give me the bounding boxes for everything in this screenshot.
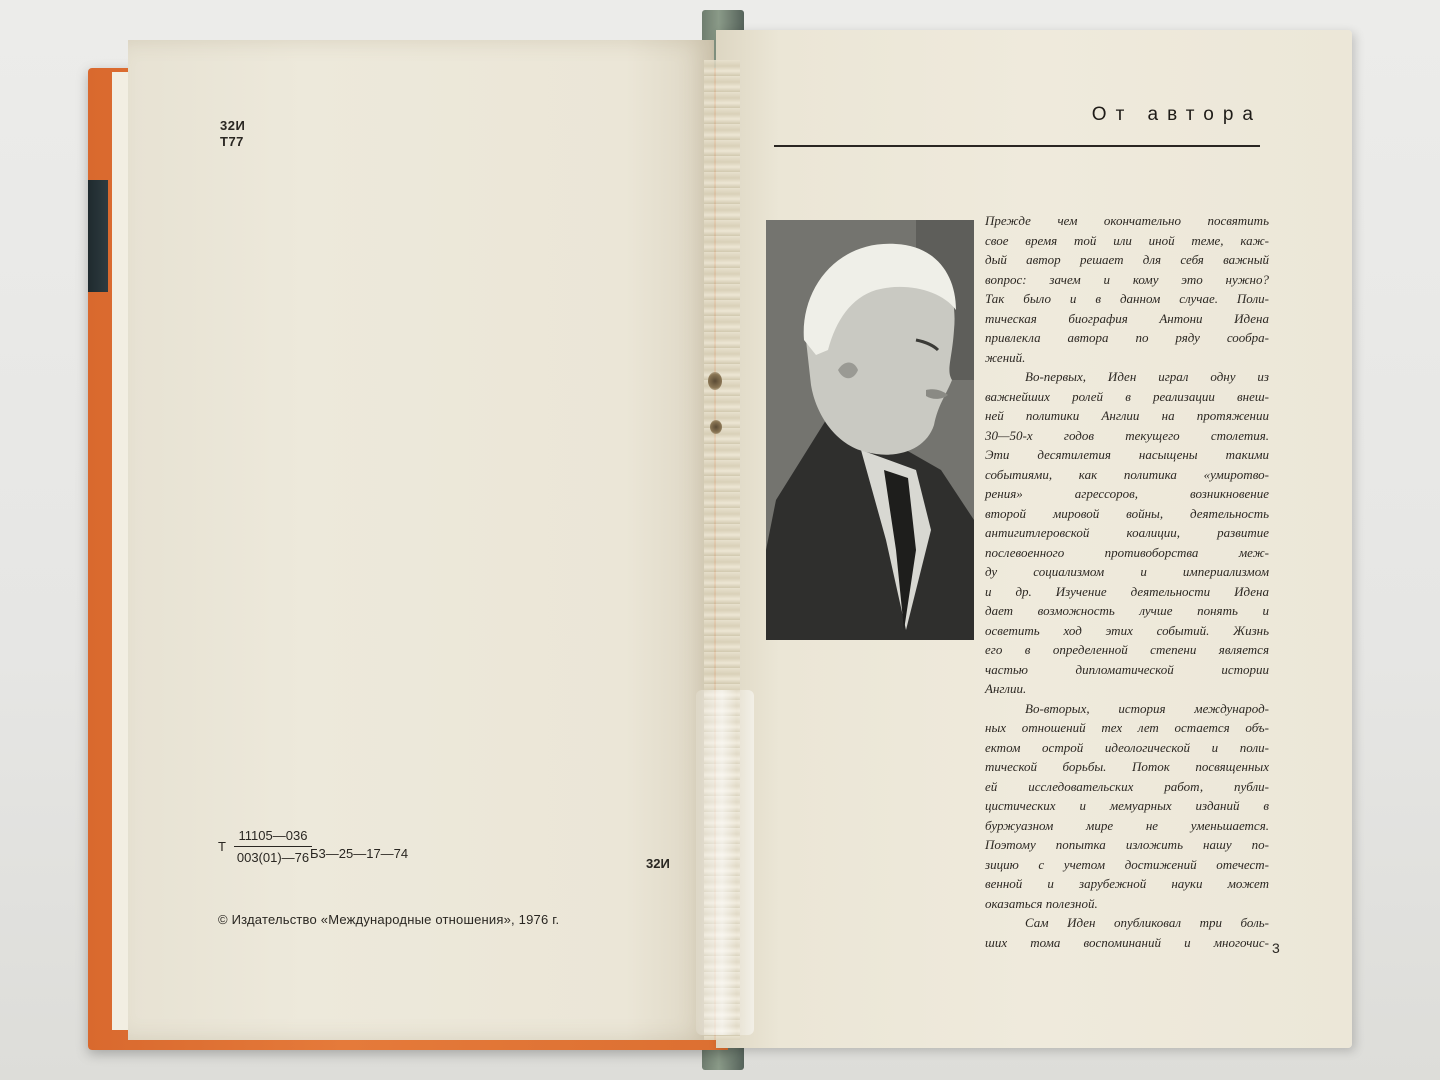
author-mark: Т77 [220, 134, 244, 149]
text-line: вопрос: зачем и кому это нужно? [985, 271, 1269, 287]
text-line: привлекла автора по ряду сообра- [985, 330, 1269, 345]
text-line: ектом острой идеологической и поли- [985, 739, 1269, 755]
text-line: Во-вторых, история международ- [1025, 700, 1269, 716]
text-line: и др. Изучение деятельности Идена [985, 583, 1269, 599]
text-line: зицию с учетом достижений отечест- [985, 856, 1269, 872]
text-line: частью дипломатической истории [985, 661, 1269, 677]
text-line: тическая биография Антони Идена [985, 310, 1269, 326]
left-page [128, 40, 714, 1040]
text-line: Поэтому попытка изложить нашу по- [985, 837, 1269, 852]
text-line: тической борьбы. Поток посвященных [985, 759, 1269, 774]
cover-dark-stripe [88, 180, 108, 292]
text-line: свое время той или иной теме, каж- [985, 232, 1269, 248]
formula-denominator: 003(01)—76 [236, 850, 310, 865]
text-line: Англии. [985, 681, 1027, 696]
text-line: его в определенной степени является [985, 642, 1269, 657]
binding-hole [710, 420, 722, 434]
text-line: послевоенного противоборства меж- [985, 544, 1269, 560]
page-number: 3 [1272, 940, 1280, 956]
heading-rule [774, 145, 1260, 147]
text-line: ей исследовательских работ, публи- [985, 778, 1269, 794]
text-line: оказаться полезной. [985, 895, 1098, 911]
text-line: важнейших ролей в реализации внеш- [985, 388, 1269, 404]
author-portrait-photo [766, 220, 974, 640]
text-line: рения» агрессоров, возникновение [985, 486, 1269, 501]
text-line: осветить ход этих событий. Жизнь [985, 622, 1269, 638]
classification-code: 32И [220, 118, 246, 133]
formula-numerator: 11105—036 [234, 828, 312, 847]
text-line: ных отношений тех лет остается объ- [985, 720, 1269, 735]
text-line: Так было и в данном случае. Поли- [985, 291, 1269, 306]
text-line: дый автор решает для себя важный [985, 252, 1269, 267]
formula-prefix: Т [218, 839, 226, 854]
text-line: событиями, как политика «умиротво- [985, 466, 1269, 482]
text-line: венной и зарубежной науки может [985, 876, 1269, 891]
text-line: ней политики Англии на протяжении [985, 408, 1269, 423]
copyright-line: © Издательство «Международные отношения», 1976 г. [218, 912, 560, 927]
text-line: ду социализмом и империализмом [985, 564, 1269, 579]
text-line: Прежде чем окончательно посвятить [985, 213, 1269, 228]
text-line: цистических и мемуарных изданий в [985, 798, 1269, 813]
repair-tape [696, 690, 754, 1035]
text-line: жений. [985, 349, 1026, 365]
classification-code-bottom: 32И [646, 856, 670, 871]
text-line: ших тома воспоминаний и многочис- [985, 934, 1269, 950]
text-line: Сам Иден опубликовал три боль- [1025, 915, 1269, 930]
text-line: дает возможность лучше понять и [985, 603, 1269, 618]
chapter-heading: От автора [1091, 104, 1262, 125]
text-line: буржуазном мире не уменьшается. [985, 817, 1269, 833]
formula-fraction [234, 828, 312, 865]
formula-suffix: Б3—25—17—74 [310, 846, 409, 861]
text-line: Во-первых, Иден играл одну из [1025, 369, 1269, 384]
text-line: антигитлеровской коалиции, развитие [985, 525, 1269, 540]
text-line: 30—50-х годов текущего столетия. [985, 427, 1269, 443]
preface-text [985, 211, 1269, 952]
binding-hole [708, 372, 722, 390]
text-line: второй мировой войны, деятельность [985, 505, 1269, 521]
text-line: Эти десятилетия насыщены такими [985, 447, 1269, 462]
portrait-illustration [766, 220, 974, 640]
